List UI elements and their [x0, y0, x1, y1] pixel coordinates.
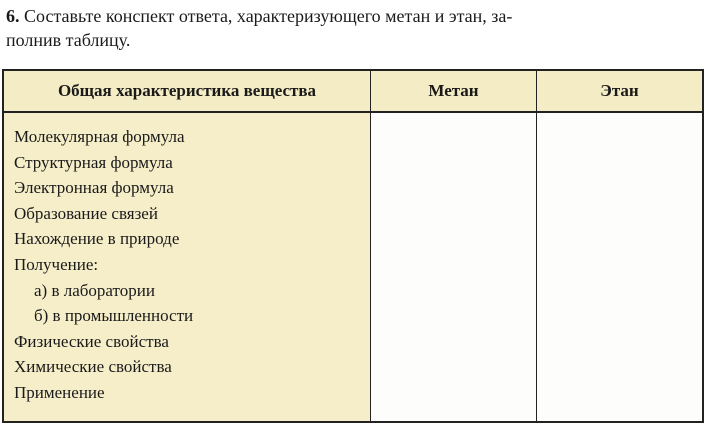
table-row-label: Структурная формула	[14, 152, 173, 172]
ethane-answer-cell[interactable]	[537, 113, 702, 421]
table-row-label: Нахождение в природе	[14, 229, 180, 249]
label-column	[4, 113, 371, 421]
methane-answer-cell[interactable]	[371, 113, 537, 421]
task-number: 6.	[6, 6, 20, 26]
table-row-label: б) в промышленности	[34, 306, 194, 326]
table-body	[4, 113, 702, 421]
table-header	[4, 71, 702, 113]
table-row-label: Электронная формула	[14, 178, 174, 198]
task-line-1	[6, 4, 702, 28]
header-methane: Метан	[371, 71, 537, 111]
table-row-label: Получение:	[14, 254, 99, 274]
characteristics-table	[2, 69, 704, 423]
task-text: Составьте конспект ответа, характеризующего метан и этан, за-	[24, 6, 513, 26]
header-ethane: Этан	[600, 81, 639, 100]
table-row-label: Химические свойства	[14, 357, 172, 377]
characteristics-list	[14, 124, 193, 406]
table-row-label: а) в лаборатории	[34, 280, 155, 300]
task-statement	[6, 4, 702, 52]
table-row-label: Молекулярная формула	[14, 127, 185, 146]
task-line-2: полнив таблицу.	[6, 30, 131, 50]
table-row-label: Физические свойства	[14, 331, 169, 351]
table-row-label: Применение	[14, 382, 105, 402]
header-general-characteristic: Общая характеристика вещества	[4, 71, 371, 111]
table-row-label: Образование связей	[14, 203, 158, 223]
